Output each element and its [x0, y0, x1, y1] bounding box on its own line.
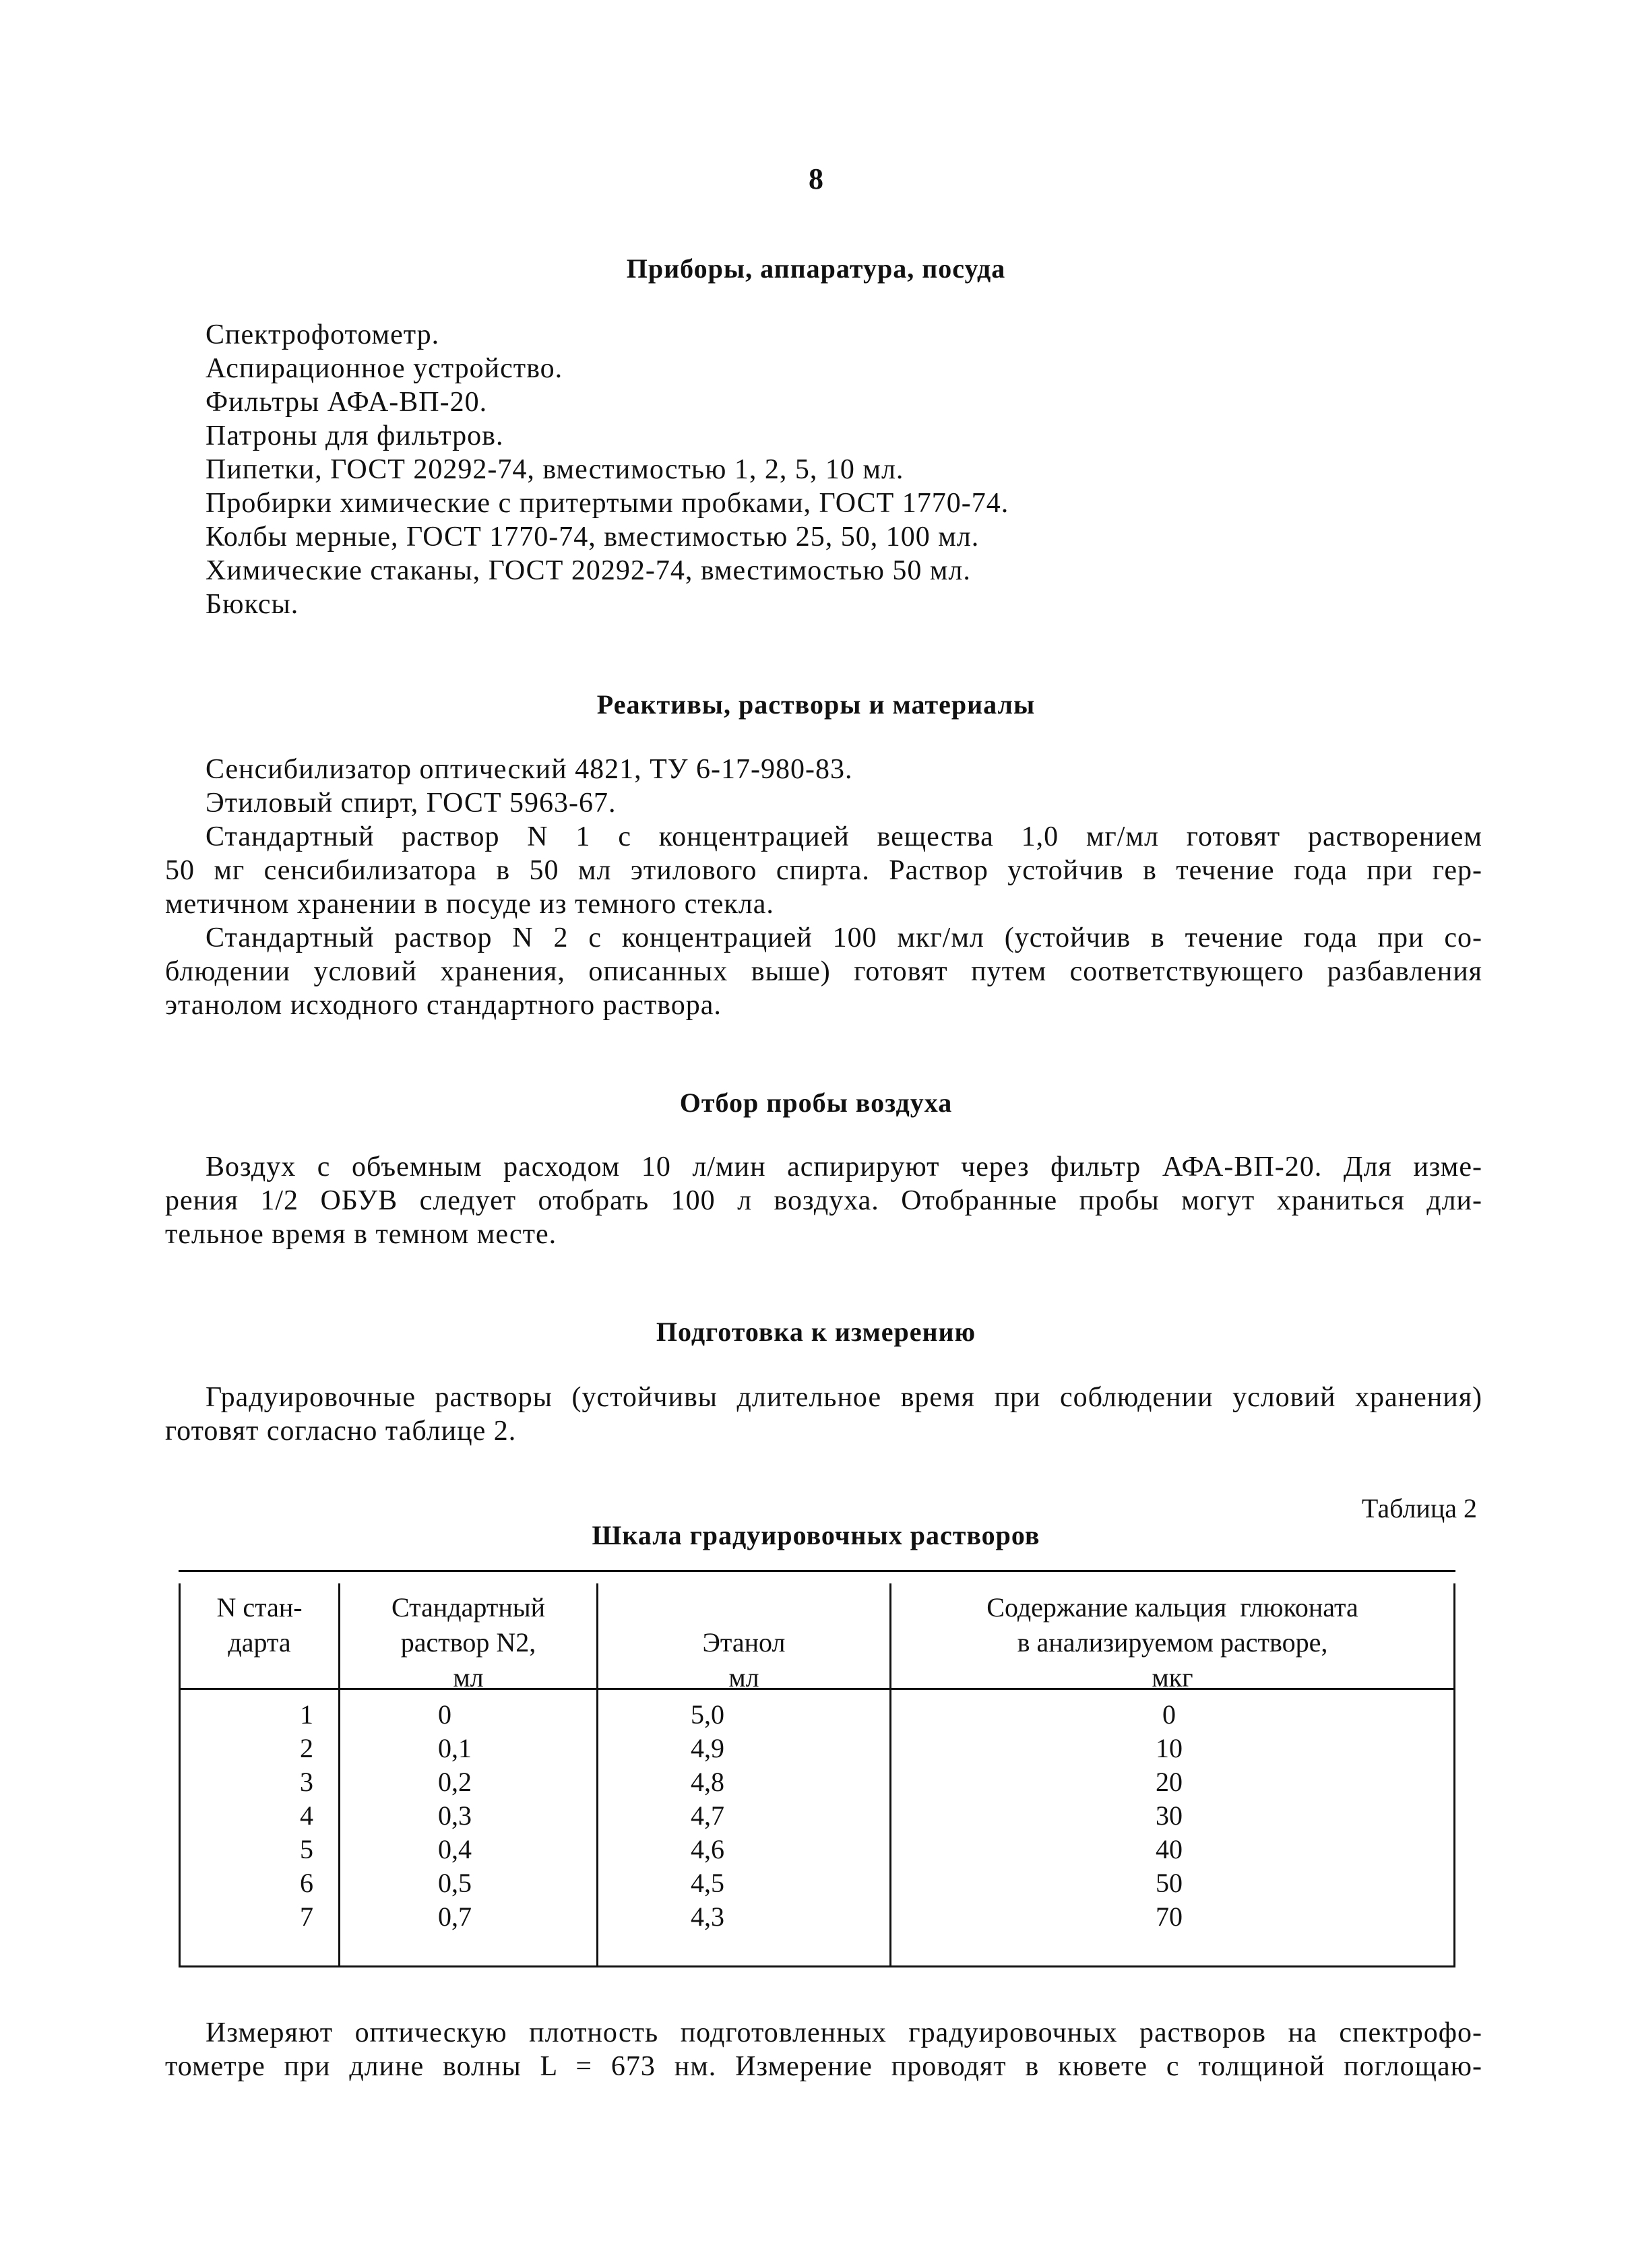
paragraph-line: метичном хранении в посуде из темного стекла. — [165, 889, 774, 920]
table-cell: 1 — [300, 1699, 313, 1730]
equipment-item: Фильтры АФА-ВП-20. — [206, 387, 488, 418]
header-line: Содержание кальция глюконата — [986, 1592, 1358, 1623]
paragraph-line: рения 1/2 ОБУВ следует отобрать 100 л воздуха. Отобранные пробы могут храниться дли- — [165, 1185, 1482, 1216]
table-cell: 4,3 — [691, 1901, 724, 1932]
header-line: в анализируемом растворе, — [1017, 1627, 1328, 1658]
table-cell: 30 — [1156, 1800, 1183, 1831]
header-line: Стандартный — [391, 1592, 546, 1623]
header-line: мкг — [1152, 1662, 1193, 1693]
paragraph-line: готовят согласно таблице 2. — [165, 1416, 517, 1447]
table-header-content — [891, 1590, 1453, 1695]
table-header-ethanol — [598, 1625, 889, 1695]
paragraph-line: блюдении условий хранения, описанных выше) готовят путем соответствующего разбавления — [165, 956, 1482, 987]
header-line: дарта — [228, 1627, 291, 1658]
paragraph-line: Измеряют оптическую плотность подготовленных градуировочных растворов на спектрофо- — [206, 2017, 1482, 2048]
table-cell: 4 — [300, 1800, 313, 1831]
table-cell: 40 — [1156, 1834, 1183, 1864]
page-number: 8 — [809, 162, 823, 195]
table-cell: 20 — [1156, 1767, 1183, 1797]
calibration-table — [179, 1570, 1455, 1967]
table-cell: 0,4 — [438, 1834, 472, 1864]
equipment-item: Пипетки, ГОСТ 20292-74, вместимостью 1, 2, 5, 10 мл. — [206, 454, 904, 485]
table-cell: 5 — [300, 1834, 313, 1864]
table-cell: 0,1 — [438, 1733, 472, 1763]
table-label: Таблица 2 — [1361, 1493, 1477, 1523]
paragraph-line: тельное время в темном месте. — [165, 1219, 557, 1250]
equipment-item: Патроны для фильтров. — [206, 420, 504, 451]
table-column-standard-solution — [438, 1698, 519, 1934]
paragraph-line: тометре при длине волны L = 673 нм. Измерение проводят в кювете с толщиной поглощаю- — [165, 2051, 1482, 2082]
equipment-item: Пробирки химические с притертыми пробками, ГОСТ 1770-74. — [206, 488, 1009, 519]
paragraph-line: этанолом исходного стандартного раствора. — [165, 990, 722, 1021]
section-heading-reagents: Реактивы, растворы и материалы — [596, 689, 1036, 720]
equipment-item: Колбы мерные, ГОСТ 1770-74, вместимостью 25, 50, 100 мл. — [206, 522, 980, 553]
table-header-standard-no — [181, 1590, 338, 1660]
paragraph-line: Стандартный раствор N 2 с концентрацией 100 мкг/мл (устойчив в течение года при со- — [206, 922, 1482, 953]
table-cell: 4,8 — [691, 1767, 724, 1797]
table-cell: 7 — [300, 1901, 313, 1932]
table-cell: 0 — [438, 1699, 451, 1730]
header-line: мл — [453, 1662, 484, 1693]
equipment-item: Бюксы. — [206, 589, 299, 620]
table-cell: 4,7 — [691, 1800, 724, 1831]
paragraph-line: Воздух с объемным расходом 10 л/мин аспирируют через фильтр АФА-ВП-20. Для изме- — [206, 1152, 1482, 1183]
table-header-standard-solution — [340, 1590, 596, 1695]
paragraph-line: Стандартный раствор N 1 с концентрацией вещества 1,0 мг/мл готовят растворением — [206, 821, 1482, 852]
table-cell: 0,7 — [438, 1901, 472, 1932]
table-cell: 6 — [300, 1868, 313, 1898]
table-right-border — [1453, 1583, 1455, 1965]
table-column-standard-no — [273, 1698, 340, 1934]
header-line: мл — [728, 1662, 759, 1693]
header-line: N стан- — [216, 1592, 303, 1623]
table-cell: 0 — [1162, 1699, 1176, 1730]
paragraph-line: Градуировочные растворы (устойчивы длительное время при соблюдении условий хранения) — [206, 1382, 1482, 1413]
table-cell: 4,9 — [691, 1733, 724, 1763]
table-cell: 50 — [1156, 1868, 1183, 1898]
table-column-ethanol — [691, 1698, 772, 1934]
table-cell: 0,5 — [438, 1868, 472, 1898]
table-cell: 0,3 — [438, 1800, 472, 1831]
equipment-item: Спектрофотометр. — [206, 319, 440, 350]
table-title: Шкала градуировочных растворов — [592, 1520, 1040, 1550]
table-top-rule — [179, 1570, 1455, 1572]
paragraph-line: 50 мг сенсибилизатора в 50 мл этилового спирта. Раствор устойчив в течение года при гер- — [165, 855, 1482, 886]
table-cell: 0,2 — [438, 1767, 472, 1797]
table-column-content — [1129, 1698, 1210, 1934]
equipment-item: Химические стаканы, ГОСТ 20292-74, вместимостью 50 мл. — [206, 555, 971, 586]
table-cell: 70 — [1156, 1901, 1183, 1932]
section-heading-air-sampling: Отбор пробы воздуха — [679, 1088, 953, 1118]
header-line: Этанол — [702, 1627, 786, 1658]
section-heading-preparation: Подготовка к измерению — [656, 1317, 976, 1347]
table-cell: 2 — [300, 1733, 313, 1763]
table-cell: 3 — [300, 1767, 313, 1797]
section-heading-equipment: Приборы, аппаратура, посуда — [626, 253, 1006, 284]
equipment-item: Аспирационное устройство. — [206, 353, 563, 384]
reagent-item: Этиловый спирт, ГОСТ 5963-67. — [206, 788, 617, 819]
table-bottom-rule — [179, 1965, 1455, 1967]
reagent-item: Сенсибилизатор оптический 4821, ТУ 6-17-980-83. — [206, 754, 853, 785]
table-cell: 10 — [1156, 1733, 1183, 1763]
header-line: раствор N2, — [400, 1627, 536, 1658]
table-cell: 4,5 — [691, 1868, 724, 1898]
table-cell: 4,6 — [691, 1834, 724, 1864]
table-cell: 5,0 — [691, 1699, 724, 1730]
